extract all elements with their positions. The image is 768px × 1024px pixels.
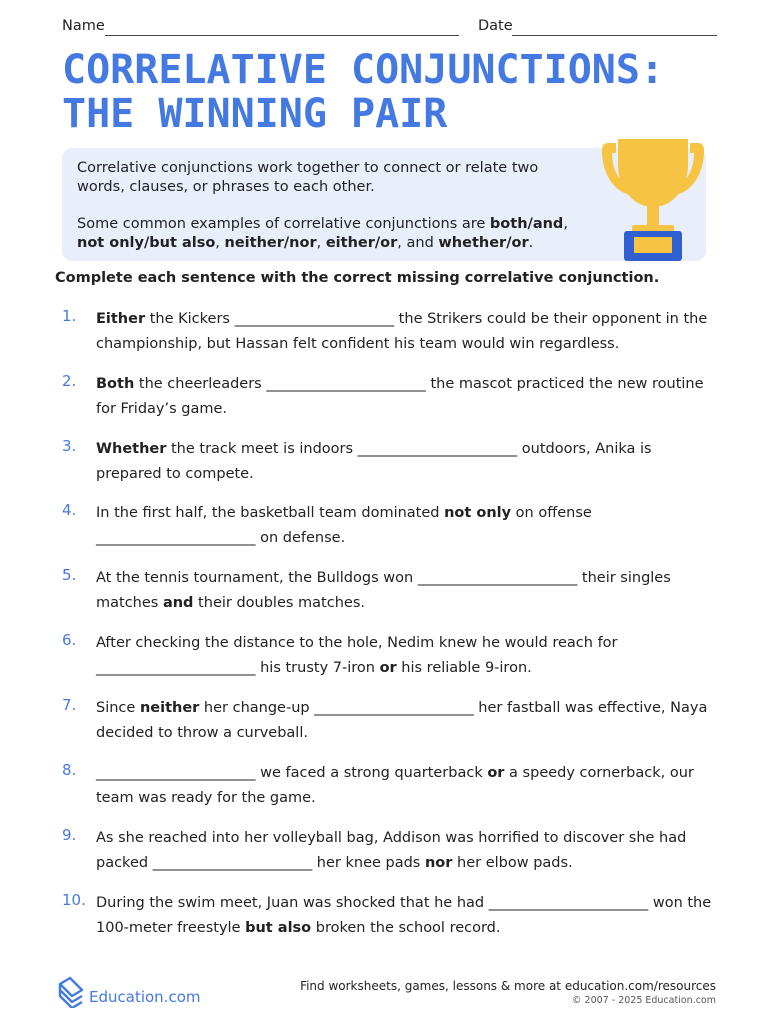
answer-blank[interactable]: ______________________ xyxy=(488,895,649,911)
sentence-fragment: During the swim meet, Juan was shocked that he had xyxy=(96,895,489,911)
sentence-fragment: the Strikers could be their opponent in the championship, but Hassan felt confident his team would win regardless. xyxy=(96,311,708,352)
question-number: 1. xyxy=(62,307,77,325)
question-number: 6. xyxy=(62,631,77,649)
answer-blank[interactable]: ______________________ xyxy=(96,529,256,546)
question-text xyxy=(96,826,721,875)
education-logo[interactable] xyxy=(56,972,216,1012)
sentence-fragment: broken the school record. xyxy=(311,919,501,936)
question-number: 4. xyxy=(62,501,77,519)
question-number: 9. xyxy=(62,826,77,844)
sentence-fragment: on offense xyxy=(511,505,592,521)
example-both-and: both/and xyxy=(489,216,564,232)
answer-blank[interactable]: ______________________ xyxy=(152,854,313,871)
intro-examples-suffix: . xyxy=(528,235,534,251)
intro-examples: Some common examples of correlative conjunctions are both/and, not only/but also, neither/nor, either/or, and whether/or. xyxy=(77,216,568,251)
education-logo-icon xyxy=(56,974,86,1008)
title-line-2: THE WINNING PAIR xyxy=(62,91,448,137)
name-label: Name xyxy=(62,18,105,34)
sentence-fragment: the mascot practiced the new routine for Friday’s game. xyxy=(96,376,704,417)
intro-definition: Correlative conjunctions work together to connect or relate two words, clauses, or phrases to each other. xyxy=(77,160,539,195)
sentence-fragment: on defense. xyxy=(255,529,346,546)
conjunction-keyword: and xyxy=(162,594,194,611)
answer-blank[interactable]: ______________________ xyxy=(96,765,256,781)
answer-blank[interactable]: ______________________ xyxy=(96,659,256,676)
sentence-fragment: her knee pads xyxy=(312,854,425,871)
question-number: 5. xyxy=(62,566,77,584)
answer-blank[interactable]: ______________________ xyxy=(266,376,426,392)
example-neither-nor: neither/nor xyxy=(224,235,317,251)
sentence-fragment: Since xyxy=(96,700,140,716)
question-text xyxy=(96,761,721,810)
sentence-fragment: the track meet is indoors xyxy=(166,441,358,457)
question-number: 7. xyxy=(62,696,77,714)
sentence-fragment: a speedy cornerback, our team was ready for the game. xyxy=(96,765,694,806)
sentence-fragment: After checking the distance to the hole, Nedim knew he would reach for xyxy=(96,635,618,651)
question-text xyxy=(96,437,721,486)
answer-blank[interactable]: ______________________ xyxy=(417,570,578,586)
conjunction-keyword: or xyxy=(487,765,505,781)
example-whether-or: whether/or xyxy=(438,235,529,251)
answer-blank[interactable]: ______________________ xyxy=(234,311,395,327)
question-text xyxy=(96,566,721,615)
intro-examples-prefix: Some common examples of correlative conjunctions are xyxy=(77,216,490,232)
brand-name: Education.com xyxy=(89,988,201,1006)
date-field[interactable] xyxy=(512,35,717,36)
sentence-fragment: their doubles matches. xyxy=(193,594,365,611)
sentence-fragment: As she reached into her volleyball bag, Addison was horrified to discover she had packed xyxy=(96,830,687,871)
question-text xyxy=(96,631,721,680)
page-title xyxy=(62,48,664,136)
example-either-or: either/or xyxy=(325,235,398,251)
sentence-fragment: his reliable 9-iron. xyxy=(396,659,532,676)
question-text xyxy=(96,501,721,550)
question-text xyxy=(96,696,721,745)
title-line-1: CORRELATIVE CONJUNCTIONS: xyxy=(62,47,665,93)
name-date-row xyxy=(62,18,717,38)
sentence-fragment: won the 100-meter freestyle xyxy=(96,895,712,936)
example-not-only-but-also: not only/but also xyxy=(77,235,216,251)
conjunction-keyword: Both xyxy=(96,376,135,392)
sentence-fragment: his trusty 7-iron xyxy=(255,659,380,676)
conjunction-keyword: or xyxy=(379,659,397,676)
sentence-fragment: her fastball was effective, Naya decided to throw a curveball. xyxy=(96,700,708,741)
sentence-fragment: her change-up xyxy=(199,700,315,716)
sentence-fragment: In the first half, the basketball team dominated xyxy=(96,505,445,521)
question-number: 8. xyxy=(62,761,77,779)
conjunction-keyword: neither xyxy=(139,700,200,716)
answer-blank[interactable]: ______________________ xyxy=(357,441,518,457)
sentence-fragment: her elbow pads. xyxy=(452,854,573,871)
question-number: 2. xyxy=(62,372,77,390)
sentence-fragment: their singles matches xyxy=(96,570,671,611)
question-number: 10. xyxy=(62,891,86,909)
sentence-fragment: outdoors, Anika is prepared to compete. xyxy=(96,441,652,482)
sentence-fragment: the Kickers xyxy=(145,311,235,327)
conjunction-keyword: but also xyxy=(245,919,312,936)
name-field[interactable] xyxy=(105,35,459,36)
conjunction-keyword: Either xyxy=(96,311,146,327)
question-text xyxy=(96,372,721,421)
question-number: 3. xyxy=(62,437,77,455)
conjunction-keyword: Whether xyxy=(96,441,167,457)
sentence-fragment: the cheerleaders xyxy=(134,376,267,392)
sentence-fragment: At the tennis tournament, the Bulldogs won xyxy=(96,570,418,586)
question-text xyxy=(96,307,721,356)
answer-blank[interactable]: ______________________ xyxy=(314,700,474,716)
sentence-fragment: we faced a strong quarterback xyxy=(255,765,488,781)
question-text xyxy=(96,891,721,940)
trophy-icon xyxy=(598,135,708,265)
conjunction-keyword: nor xyxy=(424,854,453,871)
date-label: Date xyxy=(478,18,513,34)
copyright: © 2007 - 2025 Education.com xyxy=(572,995,716,1006)
instructions: Complete each sentence with the correct missing correlative conjunction. xyxy=(55,270,660,286)
footer-promo[interactable]: Find worksheets, games, lessons & more at education.com/resources xyxy=(300,979,716,993)
footer xyxy=(300,979,716,1006)
conjunction-keyword: not only xyxy=(444,505,512,521)
